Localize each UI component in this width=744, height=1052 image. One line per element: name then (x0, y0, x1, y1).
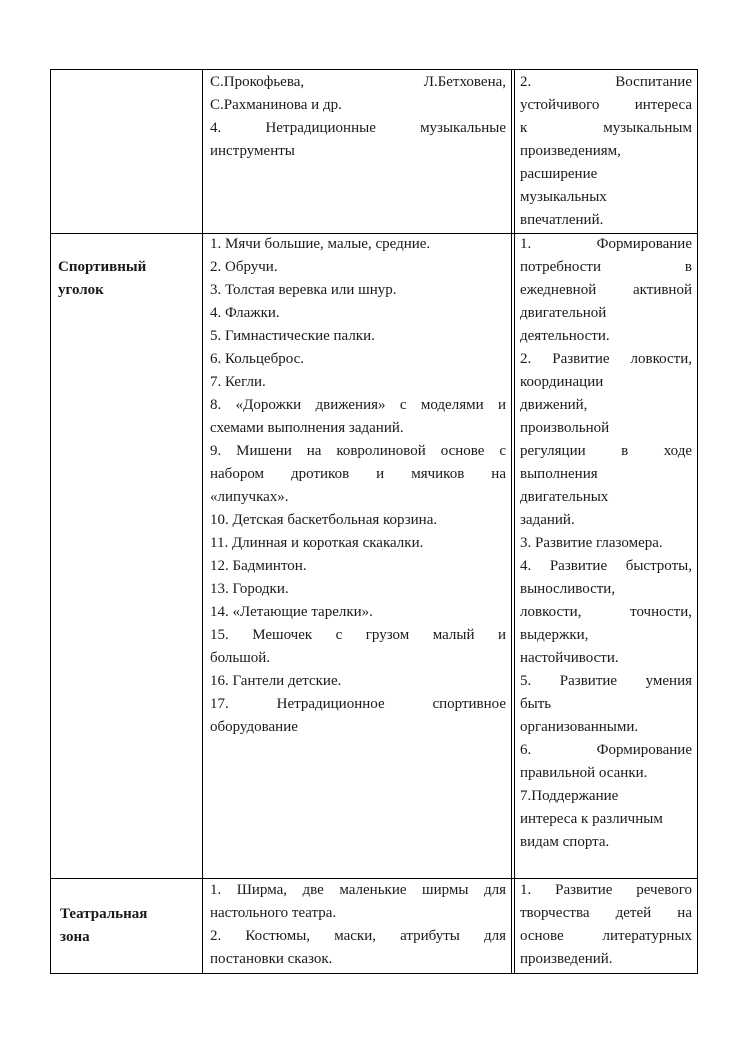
goal-line: ежедневной активной (520, 282, 692, 298)
item-line: 11. Длинная и короткая скакалки. (210, 535, 424, 551)
goal-line: 1. Формирование (520, 236, 692, 252)
goal-line: основе литературных (520, 928, 692, 944)
sports-corner-label (58, 256, 146, 302)
goal-line: правильной осанки. (520, 765, 648, 781)
item-line: «липучках». (210, 489, 289, 505)
goal-line: регуляции в ходе (520, 443, 692, 459)
item-line: схемами выполнения заданий. (210, 420, 404, 436)
goal-line: произведениям, (520, 143, 621, 159)
goal-line: творчества детей на (520, 905, 692, 921)
goal-line: движений, (520, 397, 588, 413)
goal-line: ловкости, точности, (520, 604, 692, 620)
table-border-right (697, 69, 698, 974)
goal-line: двигательной (520, 305, 607, 321)
goal-line: выполнения (520, 466, 598, 482)
column-divider-2a (511, 69, 512, 974)
goal-line: настойчивости. (520, 650, 619, 666)
item-line: 1. Ширма, две маленькие ширмы для (210, 882, 506, 898)
goal-line: расширение (520, 166, 598, 182)
goal-line: выдержки, (520, 627, 589, 643)
goal-line: видам спорта. (520, 834, 610, 850)
goal-line: деятельности. (520, 328, 610, 344)
item-line: 6. Кольцеброс. (210, 351, 304, 367)
item-line: 12. Бадминтон. (210, 558, 307, 574)
item-line: 14. «Летающие тарелки». (210, 604, 373, 620)
item-line: большой. (210, 650, 271, 666)
goal-line: координации (520, 374, 604, 390)
column-divider-1 (202, 69, 203, 974)
item-line: 1. Мячи большие, малые, средние. (210, 236, 431, 252)
theatre-zone-label (60, 903, 147, 949)
goal-line: 1. Развитие речевого (520, 882, 692, 898)
item-line: набором дротиков и мячиков на (210, 466, 506, 482)
goal-line: к музыкальным (520, 120, 692, 136)
goal-line: выносливости, (520, 581, 616, 597)
item-line: 16. Гантели детские. (210, 673, 342, 689)
table-border-top (50, 69, 698, 70)
item-line: 9. Мишени на ковролиновой основе с (210, 443, 506, 459)
item-line: оборудование (210, 719, 298, 735)
goal-line: впечатлений. (520, 212, 604, 228)
goal-line: 6. Формирование (520, 742, 692, 758)
row1-items (210, 71, 506, 163)
label-line: уголок (58, 282, 104, 298)
row3-goals (520, 879, 692, 971)
item-line: 10. Детская баскетбольная корзина. (210, 512, 438, 528)
goal-line: интереса к различным (520, 811, 663, 827)
item-line: 2. Костюмы, маски, атрибуты для (210, 928, 506, 944)
label-line: Спортивный (58, 259, 147, 275)
goal-line: 3. Развитие глазомера. (520, 535, 663, 551)
goal-line: произведений. (520, 951, 613, 967)
goal-line: быть (520, 696, 552, 712)
table-border-bottom (50, 973, 698, 974)
goal-line: двигательных (520, 489, 609, 505)
label-line: зона (60, 929, 90, 945)
row2-items (210, 233, 506, 739)
row1-goals (520, 71, 692, 232)
item-line: С.Рахманинова и др. (210, 97, 342, 113)
column-divider-2b (514, 69, 515, 974)
item-line: 4. Нетрадиционные музыкальные (210, 120, 506, 136)
goal-line: устойчивого интереса (520, 97, 692, 113)
goal-line: 4. Развитие быстроты, (520, 558, 692, 574)
label-line: Театральная (60, 906, 148, 922)
goal-line: произвольной (520, 420, 610, 436)
item-line: постановки сказок. (210, 951, 333, 967)
row2-goals (520, 233, 692, 854)
row3-items (210, 879, 506, 971)
item-line: 3. Толстая веревка или шнур. (210, 282, 397, 298)
goal-line: 5. Развитие умения (520, 673, 692, 689)
table-border-left (50, 69, 51, 974)
item-line: 4. Флажки. (210, 305, 280, 321)
goal-line: музыкальных (520, 189, 607, 205)
goal-line: 7.Поддержание (520, 788, 619, 804)
goal-line: заданий. (520, 512, 575, 528)
goal-line: 2. Развитие ловкости, (520, 351, 692, 367)
goal-line: организованными. (520, 719, 639, 735)
item-line: инструменты (210, 143, 295, 159)
goal-line: 2. Воспитание (520, 74, 692, 90)
item-line: 7. Кегли. (210, 374, 266, 390)
item-line: 2. Обручи. (210, 259, 278, 275)
goal-line: потребности в (520, 259, 692, 275)
item-line: настольного театра. (210, 905, 337, 921)
item-line: 5. Гимнастические палки. (210, 328, 375, 344)
item-line: 13. Городки. (210, 581, 289, 597)
item-line: С.Прокофьева, Л.Бетховена, (210, 74, 506, 90)
item-line: 8. «Дорожки движения» с моделями и (210, 397, 506, 413)
item-line: 17. Нетрадиционное спортивное (210, 696, 506, 712)
item-line: 15. Мешочек с грузом малый и (210, 627, 506, 643)
